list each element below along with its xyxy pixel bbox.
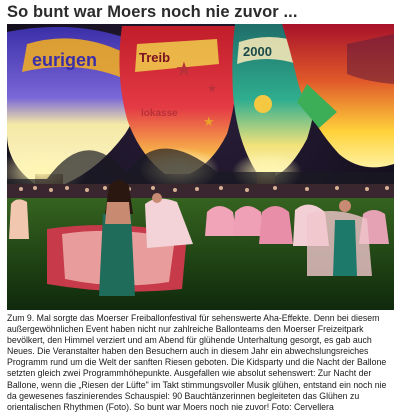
star-icon: ★	[207, 83, 217, 95]
purple-balloon-text: eurigen	[32, 50, 98, 70]
festival-photo	[7, 24, 394, 310]
caption-line: orientalischen Rhythmen (Foto). So bunt war Moers noch nie zuvor! Foto: Cervellera	[7, 401, 334, 412]
teal-balloon-text: 2000	[243, 44, 272, 59]
star-icon: ★	[203, 114, 215, 129]
center-balloon-text-1: Treib	[139, 50, 171, 65]
balloon-night-scene	[7, 24, 394, 310]
star-icon: ★	[175, 59, 193, 81]
caption-line: bevölkert, den Himmel verziert und am Abend für glühende Unterhaltung gesorgt, es gab auch	[7, 335, 372, 346]
caption-line: Neues. Die Veranstalter haben den Besuchern auch in diesem Jahr ein abwechslungsreiches	[7, 346, 369, 357]
caption-line: da gewesenes faszinierendes Schauspiel: 90 Bauchtänzerinnen begleiteten das Glühen zu	[7, 390, 360, 401]
caption-line: Ballone, wenn die „Riesen der Lüfte" im Takt stimmungsvoller Musik glühen, entstand ein noch nie	[7, 379, 387, 390]
headline: So bunt war Moers noch nie zuvor ...	[7, 3, 298, 21]
caption-line: Programm rund um die Welt der sanften Riesen geboten. Die Kidsparty und die Nacht der Ballone	[7, 357, 387, 368]
caption-line: außergewöhnlichen Event haben nicht nur zahlreiche Ballonteams den Moerser Freizeitpark	[7, 324, 364, 335]
center-balloon-text-2: lokasse	[141, 108, 178, 119]
caption-line: Zum 9. Mal sorgte das Moerser Freiballonfestival für sehenswerte Aha-Effekte. Denn bei diesem	[7, 313, 380, 323]
photo-caption	[7, 313, 393, 413]
caption-line: setzten gleich zwei Programmhöhepunkte. Ausgefallen wie absolut sehenswert: Zur Nacht der	[7, 368, 372, 379]
